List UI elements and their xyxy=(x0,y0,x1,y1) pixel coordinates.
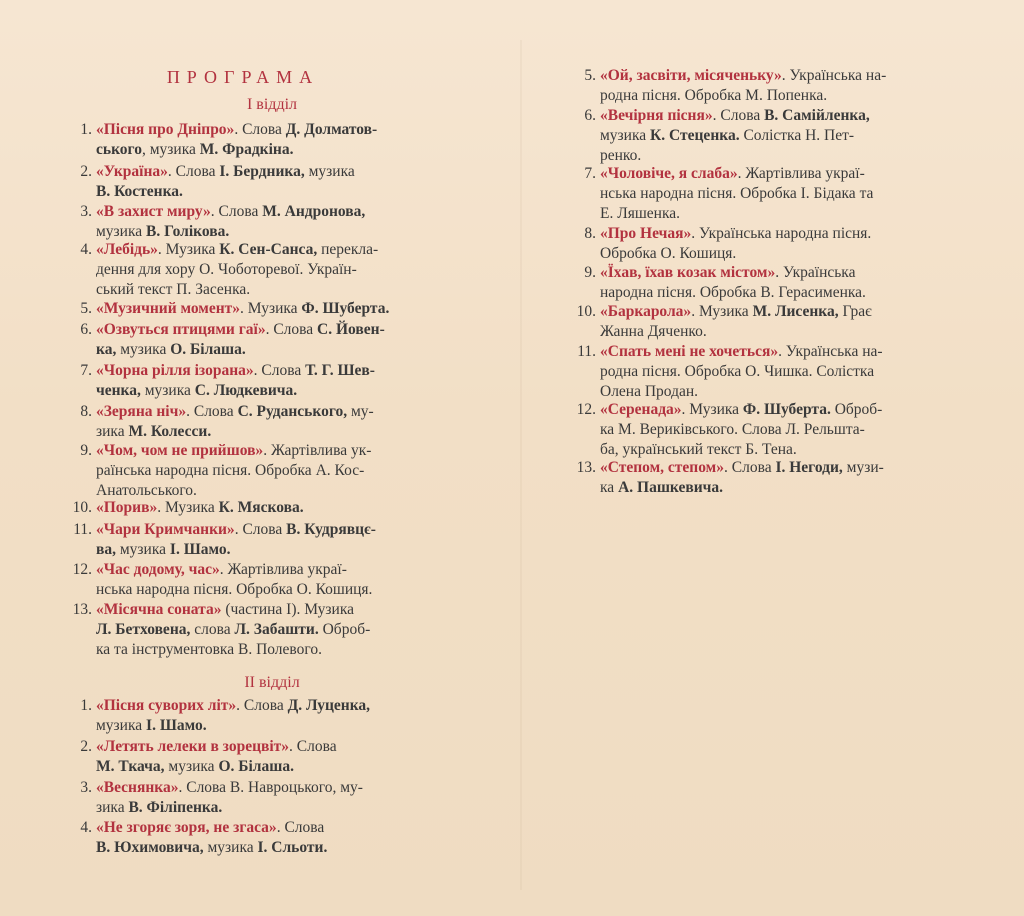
item-text-run: родна пісня. Обробка М. Попенка. xyxy=(600,87,828,104)
item-number: 4. xyxy=(80,819,92,836)
author-name: С. Йовен- xyxy=(317,321,385,338)
item-number: 13. xyxy=(576,459,596,476)
item-text-run: . Слова xyxy=(712,107,765,124)
item-line xyxy=(96,737,458,757)
item-line xyxy=(600,263,962,283)
song-title: «Музичний момент» xyxy=(96,300,241,317)
item-text-run: . Слова xyxy=(234,521,287,538)
item-line xyxy=(96,461,458,481)
item-line xyxy=(600,283,962,303)
song-title: «Час додому, час» xyxy=(96,561,220,578)
author-name: С. Людкевича. xyxy=(194,382,298,399)
item-line xyxy=(96,240,458,260)
item-text-run: дення для хору О. Чоботоревої. Україн- xyxy=(96,261,357,278)
item-number: 7. xyxy=(584,165,596,182)
item-line xyxy=(600,146,962,166)
item-number: 4. xyxy=(80,241,92,258)
item-text xyxy=(96,520,458,560)
item-text-run: музика xyxy=(600,127,651,144)
item-text xyxy=(600,400,962,460)
item-text-run: музика xyxy=(96,223,147,240)
author-name: ченка, xyxy=(96,382,141,399)
item-text-run: музика xyxy=(140,382,195,399)
item-text xyxy=(600,458,962,498)
author-name: М. Колесси. xyxy=(128,423,212,440)
item-text xyxy=(96,560,458,600)
item-line xyxy=(96,520,458,540)
song-title: «Спать мені не хочеться» xyxy=(600,343,779,360)
author-name: І. Бердника, xyxy=(219,163,305,180)
author-name: ва, xyxy=(96,541,116,558)
item-line xyxy=(96,222,458,242)
item-text-run: . Слова В. Навроцького, му- xyxy=(178,779,363,796)
author-name: Д. Долматов- xyxy=(285,121,378,138)
author-name: В. Костенка. xyxy=(96,183,183,200)
item-text-run: ка та інструментовка В. Полевого. xyxy=(96,641,322,658)
item-number: 6. xyxy=(80,321,92,338)
item-line xyxy=(600,440,962,460)
author-name: К. Стеценка. xyxy=(650,127,740,144)
item-line xyxy=(600,184,962,204)
item-text-run: перекла- xyxy=(317,241,379,258)
author-name: В. Кудрявцє- xyxy=(286,521,376,538)
item-line xyxy=(600,66,962,86)
item-text-run: . Слова xyxy=(186,403,238,420)
item-text xyxy=(600,164,962,224)
item-text-run: Оброб- xyxy=(318,621,371,638)
author-name: І. Негоди, xyxy=(775,459,843,476)
song-title: «Пісня про Дніпро» xyxy=(96,121,235,138)
song-title: «Їхав, їхав козак містом» xyxy=(600,264,776,281)
item-line xyxy=(96,422,458,442)
item-text-run: музика xyxy=(116,541,170,558)
item-text-run: . Слова xyxy=(289,738,337,755)
item-number: 1. xyxy=(80,121,92,138)
song-title: «Вечірня пісня» xyxy=(600,107,713,124)
item-text-run: . Слова xyxy=(265,321,318,338)
item-text xyxy=(96,162,458,202)
item-line xyxy=(96,140,458,160)
item-text-run: . Українська на- xyxy=(778,343,883,360)
item-text-run: нська народна пісня. Обробка І. Бідака та xyxy=(600,185,874,202)
item-text xyxy=(96,240,458,300)
item-line xyxy=(600,322,962,342)
item-text xyxy=(96,818,458,858)
song-title: «Веснянка» xyxy=(96,779,179,796)
item-line xyxy=(96,640,458,660)
item-line xyxy=(96,696,458,716)
item-text xyxy=(96,498,458,518)
item-line xyxy=(96,120,458,140)
item-text-run: . Слова xyxy=(276,819,325,836)
author-name: К. Мяскова. xyxy=(218,499,304,516)
item-number: 2. xyxy=(80,738,92,755)
song-title: «Пісня суворих літ» xyxy=(96,697,237,714)
item-line xyxy=(96,402,458,422)
item-text xyxy=(600,342,962,402)
song-title: «Чом, чом не прийшов» xyxy=(96,442,264,459)
song-title: «Летять лелеки в зорецвіт» xyxy=(96,738,290,755)
item-text xyxy=(96,441,458,501)
item-number: 7. xyxy=(80,362,92,379)
page-fold xyxy=(520,40,522,890)
item-text-run: . Слова xyxy=(234,121,286,138)
item-line xyxy=(96,798,458,818)
item-text-run: народна пісня. Обробка В. Герасименка. xyxy=(600,284,866,301)
item-text-run: Е. Ляшенка. xyxy=(600,205,681,222)
item-text-run: музика xyxy=(304,163,355,180)
item-text xyxy=(600,66,962,106)
author-name: В. Голікова. xyxy=(146,223,230,240)
item-line xyxy=(600,458,962,478)
item-number: 10. xyxy=(72,499,92,516)
item-text xyxy=(96,299,458,319)
item-line xyxy=(600,204,962,224)
item-text-run: . Жартівлива украї- xyxy=(737,165,865,182)
song-title: «Зеряна ніч» xyxy=(96,403,187,420)
item-text xyxy=(96,202,458,242)
item-text-run: музика xyxy=(96,717,147,734)
item-text-run: нська народна пісня. Обробка О. Кошиця. xyxy=(96,581,373,598)
item-text-run: Оброб- xyxy=(830,401,883,418)
item-text-run: зика xyxy=(96,423,129,440)
item-line xyxy=(96,280,458,300)
item-text xyxy=(96,361,458,401)
item-line xyxy=(96,600,458,620)
author-name: ського xyxy=(96,141,142,158)
item-number: 5. xyxy=(584,67,596,84)
item-text-run: му- xyxy=(347,403,374,420)
author-name: В. Юхимовича, xyxy=(96,839,204,856)
item-text-run: Грає xyxy=(838,303,872,320)
item-text-run: . Слова xyxy=(724,459,776,476)
item-text xyxy=(96,402,458,442)
song-title: «Баркарола» xyxy=(600,303,692,320)
item-text-run: . Українська на- xyxy=(781,67,887,84)
item-line xyxy=(600,164,962,184)
item-number: 11. xyxy=(73,521,92,538)
author-name: О. Білаша. xyxy=(170,341,246,358)
item-number: 6. xyxy=(584,107,596,124)
song-title: «Чорна рілля ізорана» xyxy=(96,362,254,379)
item-text-run: . Музика xyxy=(157,241,220,258)
item-line xyxy=(96,818,458,838)
author-name: ка, xyxy=(96,341,117,358)
item-line xyxy=(600,478,962,498)
author-name: М. Ткача, xyxy=(96,758,165,775)
item-line xyxy=(600,126,962,146)
item-text-run: Олена Продан. xyxy=(600,383,699,400)
item-text-run: музи- xyxy=(842,459,884,476)
item-text-run: . Музика xyxy=(681,401,743,418)
item-number: 13. xyxy=(72,601,92,618)
song-title: «Україна» xyxy=(96,163,168,180)
author-name: А. Пашкевича. xyxy=(618,479,723,496)
song-title: «Серенада» xyxy=(600,401,682,418)
item-line xyxy=(96,560,458,580)
item-line xyxy=(600,420,962,440)
song-title: «Озвуться птицями гаї» xyxy=(96,321,266,338)
item-line xyxy=(96,202,458,222)
item-number: 1. xyxy=(80,697,92,714)
item-line xyxy=(96,778,458,798)
item-text xyxy=(96,737,458,777)
author-name: О. Білаша. xyxy=(218,758,294,775)
item-line xyxy=(96,441,458,461)
item-number: 12. xyxy=(576,401,596,418)
item-number: 9. xyxy=(584,264,596,281)
author-name: Ф. Шуберта. xyxy=(742,401,831,418)
item-text-run: слова xyxy=(190,621,235,638)
item-text xyxy=(96,320,458,360)
author-name: М. Лисенка, xyxy=(752,303,839,320)
item-text-run: . Слова xyxy=(167,163,220,180)
item-line xyxy=(600,362,962,382)
author-name: М. Андронова, xyxy=(262,203,366,220)
item-line xyxy=(96,716,458,736)
item-line xyxy=(96,320,458,340)
item-text xyxy=(600,106,962,166)
item-line xyxy=(600,86,962,106)
item-text xyxy=(600,224,962,264)
item-text-run: . Слова xyxy=(210,203,263,220)
item-text-run: Анатольського. xyxy=(96,482,197,499)
item-text-run: раїнська народна пісня. Обробка А. Кос- xyxy=(96,462,365,479)
author-name: С. Руданського, xyxy=(237,403,348,420)
item-text-run: родна пісня. Обробка О. Чишка. Солістка xyxy=(600,363,875,380)
song-title: «Чари Кримчанки» xyxy=(96,521,235,538)
item-text-run: Обробка О. Кошиця. xyxy=(600,245,737,262)
item-number: 9. xyxy=(80,442,92,459)
item-line xyxy=(600,244,962,264)
song-title: «Лебідь» xyxy=(96,241,158,258)
item-text-run: , музика xyxy=(141,141,200,158)
item-text-run: ренко. xyxy=(600,147,642,164)
author-name: В. Філіпенка. xyxy=(128,799,223,816)
author-name: Л. Бетховена, xyxy=(96,621,191,638)
item-number: 8. xyxy=(80,403,92,420)
item-text-run: . Українська народна пісня. xyxy=(691,225,872,242)
item-text-run: Солістка Н. Пет- xyxy=(739,127,855,144)
item-line xyxy=(96,381,458,401)
item-line xyxy=(96,498,458,518)
author-name: Д. Луценка, xyxy=(287,697,371,714)
author-name: Т. Г. Шев- xyxy=(305,362,375,379)
item-line xyxy=(96,580,458,600)
item-number: 2. xyxy=(80,163,92,180)
item-text-run: музика xyxy=(164,758,219,775)
item-line xyxy=(600,224,962,244)
item-line xyxy=(96,838,458,858)
item-text xyxy=(96,600,458,660)
item-line xyxy=(96,299,458,319)
item-text-run: (частина І). Музика xyxy=(221,601,354,618)
item-line xyxy=(96,182,458,202)
section-title-2: ІІ відділ xyxy=(244,674,300,691)
item-text-run: . Музика xyxy=(240,300,302,317)
item-line xyxy=(96,340,458,360)
item-text xyxy=(96,778,458,818)
author-name: І. Сльоти. xyxy=(257,839,328,856)
item-line xyxy=(600,342,962,362)
item-line xyxy=(96,620,458,640)
item-text xyxy=(96,120,458,160)
item-number: 3. xyxy=(80,779,92,796)
item-line xyxy=(96,260,458,280)
item-line xyxy=(96,162,458,182)
song-title: «Порив» xyxy=(96,499,158,516)
author-name: В. Самійленка, xyxy=(764,107,870,124)
song-title: «Про Нечая» xyxy=(600,225,692,242)
item-text-run: . Музика xyxy=(691,303,753,320)
author-name: Ф. Шуберта. xyxy=(301,300,390,317)
song-title: «Чоловіче, я слаба» xyxy=(600,165,738,182)
item-text-run: Жанна Дяченко. xyxy=(600,323,707,340)
item-number: 5. xyxy=(80,300,92,317)
item-text-run: ський текст П. Засенка. xyxy=(96,281,251,298)
item-text-run: музика xyxy=(203,839,258,856)
program-title: ПРОГРАМА xyxy=(166,67,320,87)
author-name: М. Фрадкіна. xyxy=(199,141,294,158)
item-text-run: . Жартівлива украї- xyxy=(219,561,347,578)
item-text-run: . Музика xyxy=(157,499,219,516)
item-number: 3. xyxy=(80,203,92,220)
song-title: «Ой, засвіти, місяченьку» xyxy=(600,67,782,84)
song-title: «В захист миру» xyxy=(96,203,211,220)
item-line xyxy=(96,540,458,560)
item-text-run: . Жартівлива ук- xyxy=(263,442,372,459)
item-text xyxy=(96,696,458,736)
author-name: І. Шамо. xyxy=(169,541,231,558)
item-text-run: . Слова xyxy=(236,697,288,714)
item-line xyxy=(96,361,458,381)
item-line xyxy=(96,757,458,777)
item-text-run: ка М. Вериківського. Слова Л. Рельшта- xyxy=(600,421,865,438)
item-text-run: . Українська xyxy=(775,264,856,281)
item-text xyxy=(600,302,962,342)
item-text-run: зика xyxy=(96,799,129,816)
item-text-run: ка xyxy=(600,479,619,496)
item-text-run: . Слова xyxy=(253,362,306,379)
section-title-1: І відділ xyxy=(246,96,298,113)
item-line xyxy=(600,106,962,126)
song-title: «Місячна соната» xyxy=(96,601,222,618)
item-line xyxy=(600,302,962,322)
song-title: «Не згоряє зоря, не згаса» xyxy=(96,819,277,836)
song-title: «Степом, степом» xyxy=(600,459,724,476)
author-name: К. Сен-Санса, xyxy=(219,241,318,258)
author-name: І. Шамо. xyxy=(146,717,207,734)
item-number: 11. xyxy=(577,343,596,360)
item-line xyxy=(600,382,962,402)
item-number: 12. xyxy=(72,561,92,578)
item-text xyxy=(600,263,962,303)
item-text-run: музика xyxy=(116,341,171,358)
item-line xyxy=(600,400,962,420)
item-text-run: ба, український текст Б. Тена. xyxy=(600,441,797,458)
author-name: Л. Забашти. xyxy=(234,621,319,638)
item-number: 8. xyxy=(584,225,596,242)
item-number: 10. xyxy=(576,303,596,320)
